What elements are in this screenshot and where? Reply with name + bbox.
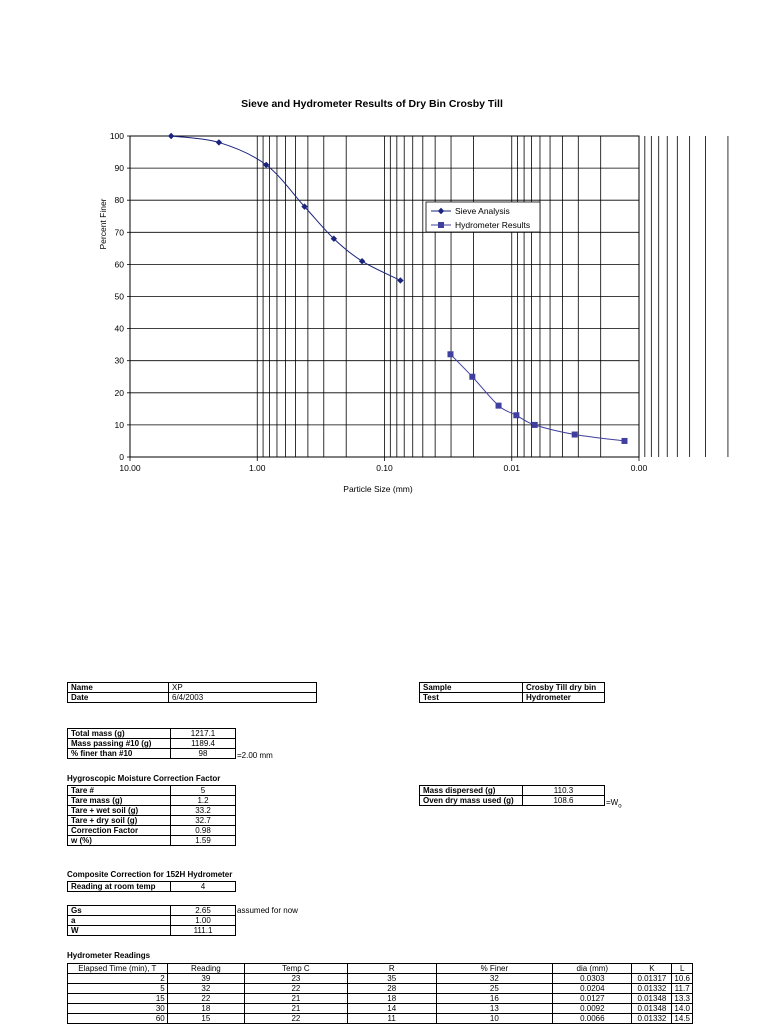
- table-cell: 14: [347, 1004, 436, 1014]
- table-row: [68, 984, 693, 994]
- finer-value: 98: [171, 749, 236, 759]
- table-cell: 0.01348: [632, 1004, 672, 1014]
- room-temp-value: 4: [171, 882, 236, 892]
- sample-value: Crosby Till dry bin: [523, 683, 605, 693]
- date-label: Date: [68, 693, 169, 703]
- mass-dispersed-value: 110.3: [523, 786, 605, 796]
- table-cell: 18: [347, 994, 436, 1004]
- column-header: Elapsed Time (min), T: [68, 964, 168, 974]
- gs-value: 2.65: [171, 906, 236, 916]
- table-cell: 0.0127: [553, 994, 632, 1004]
- hydrometer-title: Hydrometer Readings: [67, 951, 151, 960]
- table-cell: 15: [68, 994, 168, 1004]
- hygro-table: [67, 785, 236, 846]
- y-tick-label: 20: [114, 387, 124, 398]
- y-tick-label: 10: [114, 419, 124, 430]
- y-tick-label: 0: [119, 452, 124, 462]
- a-value: 1.00: [171, 916, 236, 926]
- table-row: [68, 974, 693, 984]
- w-label: W: [68, 926, 171, 936]
- table-row: [68, 1014, 693, 1024]
- wo-note: [606, 798, 622, 810]
- x-tick-label: 0.00: [630, 463, 648, 473]
- sample-label: Sample: [420, 683, 523, 693]
- table-cell: 32: [167, 984, 244, 994]
- hygro-label: Tare mass (g): [68, 796, 171, 806]
- mass-dispersed-label: Mass dispersed (g): [420, 786, 523, 796]
- x-tick-label: 0.01: [503, 463, 521, 473]
- hygro-value: 5: [171, 786, 236, 796]
- table-cell: 0.0204: [553, 984, 632, 994]
- table-cell: 32: [436, 974, 553, 984]
- finer-label: % finer than #10: [68, 749, 171, 759]
- table-cell: 0.0092: [553, 1004, 632, 1014]
- legend-label: Sieve Analysis: [455, 206, 510, 216]
- table-cell: 13: [436, 1004, 553, 1014]
- table-cell: 21: [245, 1004, 348, 1014]
- wo-note-sub: o: [618, 803, 622, 810]
- constants-table: [67, 905, 236, 936]
- mass-passing-value: 1189.4: [171, 739, 236, 749]
- table-row: [68, 994, 693, 1004]
- table-cell: 0.01317: [632, 974, 672, 984]
- table-cell: 0.01332: [632, 984, 672, 994]
- test-label: Test: [420, 693, 523, 703]
- table-cell: 0.0303: [553, 974, 632, 984]
- date-value: 6/4/2003: [169, 693, 317, 703]
- hydrometer-data-point: [532, 422, 538, 428]
- name-label: Name: [68, 683, 169, 693]
- table-cell: 14.5: [672, 1014, 693, 1024]
- total-mass-value: 1217.1: [171, 729, 236, 739]
- table-cell: 30: [68, 1004, 168, 1014]
- a-label: a: [68, 916, 171, 926]
- column-header: dia (mm): [553, 964, 632, 974]
- gs-label: Gs: [68, 906, 171, 916]
- hygro-value: 1.59: [171, 836, 236, 846]
- info-table-right: [419, 682, 605, 703]
- y-tick-label: 80: [114, 195, 124, 206]
- table-cell: 11.7: [672, 984, 693, 994]
- table-cell: 39: [167, 974, 244, 984]
- table-cell: 22: [245, 984, 348, 994]
- test-value: Hydrometer: [523, 693, 605, 703]
- room-temp-label: Reading at room temp: [68, 882, 171, 892]
- x-tick-label: 0.10: [376, 463, 393, 473]
- table-cell: 23: [245, 974, 348, 984]
- x-tick-label: 1.00: [248, 463, 266, 473]
- hydrometer-data-point: [469, 374, 475, 380]
- column-header: L: [672, 964, 693, 974]
- x-axis-label: Particle Size (mm): [343, 484, 413, 494]
- table-cell: 16: [436, 994, 553, 1004]
- y-tick-label: 70: [114, 227, 124, 238]
- hydrometer-data-point: [496, 403, 502, 409]
- oven-dry-value: 108.6: [523, 796, 605, 806]
- table-cell: 13.3: [672, 994, 693, 1004]
- y-tick-label: 100: [109, 131, 124, 141]
- hydrometer-data-point: [447, 351, 453, 357]
- chart-legend: [426, 202, 540, 232]
- name-value: XP: [169, 683, 317, 693]
- table-cell: 28: [347, 984, 436, 994]
- total-mass-label: Total mass (g): [68, 729, 171, 739]
- sieve-size-note: =2.00 mm: [237, 751, 273, 760]
- legend-swatch-marker: [438, 222, 444, 228]
- table-cell: 21: [245, 994, 348, 1004]
- hygro-value: 32.7: [171, 816, 236, 826]
- table-cell: 10.6: [672, 974, 693, 984]
- hygro-value: 0.98: [171, 826, 236, 836]
- mass-table: [67, 728, 236, 759]
- column-header: R: [347, 964, 436, 974]
- table-cell: 22: [167, 994, 244, 1004]
- composite-table: [67, 881, 236, 892]
- y-axis-label: Percent Finer: [98, 198, 108, 250]
- y-tick-label: 60: [114, 259, 124, 270]
- hydrometer-table: [67, 963, 693, 1024]
- table-cell: 18: [167, 1004, 244, 1014]
- column-header: K: [632, 964, 672, 974]
- table-cell: 10: [436, 1014, 553, 1024]
- gs-note: assumed for now: [237, 906, 298, 915]
- table-cell: 25: [436, 984, 553, 994]
- hydrometer-header-row: [68, 964, 693, 974]
- info-table-left: [67, 682, 317, 703]
- dispersed-table: [419, 785, 605, 806]
- y-tick-label: 90: [114, 163, 124, 174]
- column-header: % Finer: [436, 964, 553, 974]
- table-cell: 0.01348: [632, 994, 672, 1004]
- composite-title: Composite Correction for 152H Hydrometer: [67, 870, 233, 879]
- table-cell: 11: [347, 1014, 436, 1024]
- hygro-label: Tare + dry soil (g): [68, 816, 171, 826]
- table-cell: 0.01332: [632, 1014, 672, 1024]
- hygro-value: 33.2: [171, 806, 236, 816]
- y-tick-label: 50: [114, 291, 124, 302]
- hydrometer-data-point: [572, 432, 578, 438]
- y-tick-label: 40: [114, 323, 124, 334]
- column-header: Reading: [167, 964, 244, 974]
- legend-label: Hydrometer Results: [455, 220, 531, 230]
- table-cell: 22: [245, 1014, 348, 1024]
- table-cell: 14.0: [672, 1004, 693, 1014]
- table-cell: 60: [68, 1014, 168, 1024]
- hygro-title: Hygroscopic Moisture Correction Factor: [67, 774, 221, 783]
- column-header: Temp C: [245, 964, 348, 974]
- chart-title: Sieve and Hydrometer Results of Dry Bin Crosby Till: [241, 98, 503, 110]
- table-cell: 15: [167, 1014, 244, 1024]
- wo-note-main: =W: [606, 798, 619, 807]
- table-cell: 5: [68, 984, 168, 994]
- mass-passing-label: Mass passing #10 (g): [68, 739, 171, 749]
- w-value: 111.1: [171, 926, 236, 936]
- table-cell: 2: [68, 974, 168, 984]
- y-tick-label: 30: [114, 355, 124, 366]
- hydrometer-data-point: [513, 412, 519, 418]
- hygro-label: Correction Factor: [68, 826, 171, 836]
- x-tick-label: 10.00: [119, 463, 141, 473]
- hygro-label: w (%): [68, 836, 171, 846]
- hygro-label: Tare #: [68, 786, 171, 796]
- oven-dry-label: Oven dry mass used (g): [420, 796, 523, 806]
- table-cell: 0.0066: [553, 1014, 632, 1024]
- hygro-label: Tare + wet soil (g): [68, 806, 171, 816]
- table-cell: 35: [347, 974, 436, 984]
- table-row: [68, 1004, 693, 1014]
- hygro-value: 1.2: [171, 796, 236, 806]
- hydrometer-data-point: [622, 438, 628, 444]
